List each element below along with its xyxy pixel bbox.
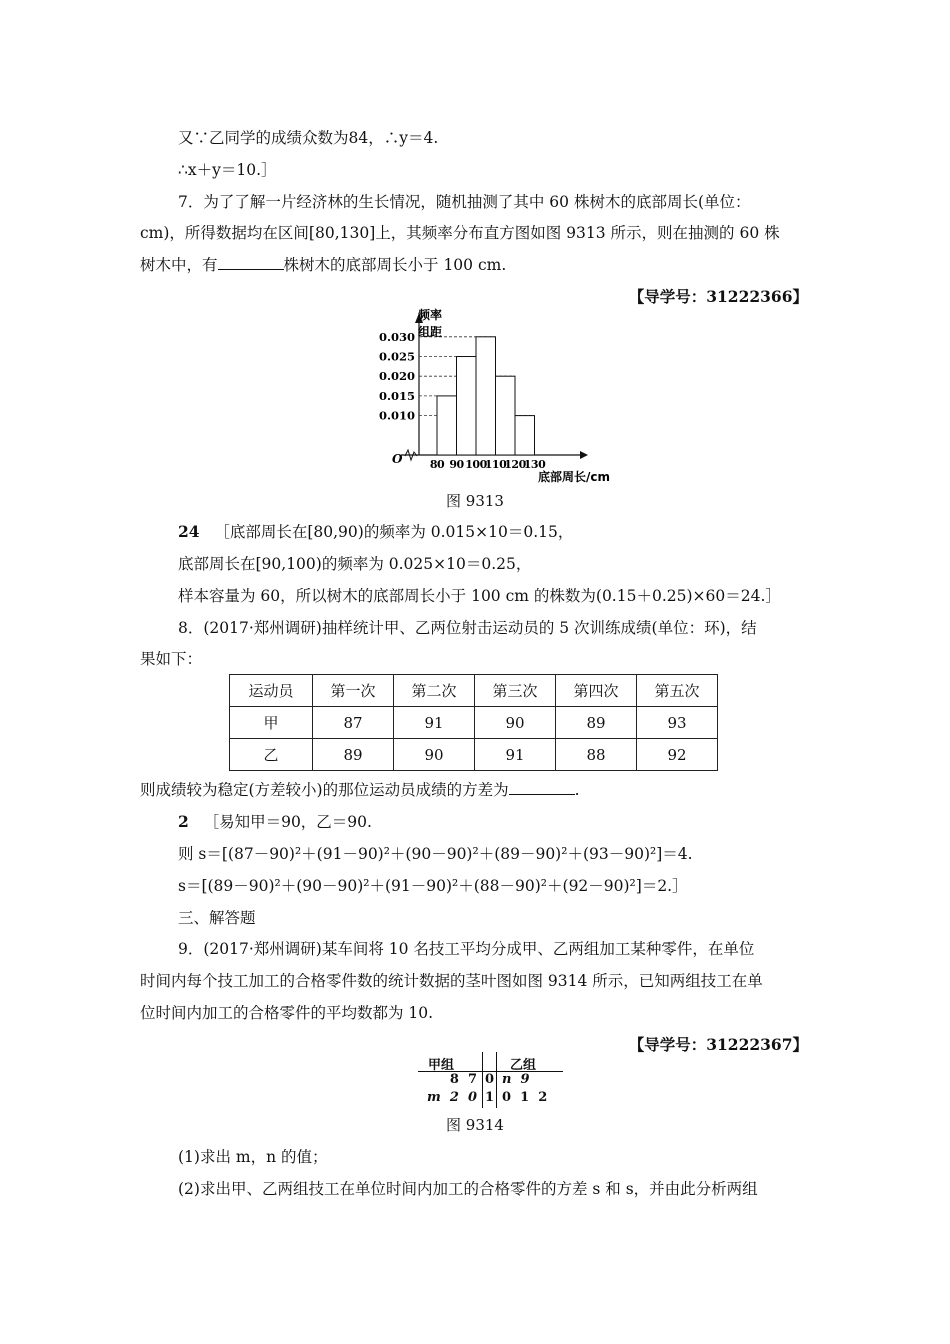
table-header-cell: 第四次: [556, 675, 637, 707]
x-tick-label: 100: [465, 458, 487, 471]
stem-leaf-left-leaves: 8 7: [449, 1072, 477, 1087]
x-axis-arrow-icon: [580, 451, 588, 459]
answer-blank: [218, 255, 284, 270]
table-cell: 91: [475, 739, 556, 771]
answer-number: 2: [178, 812, 189, 831]
score-table: [229, 674, 718, 771]
stem-leaf-plot: [418, 1052, 563, 1110]
stem-leaf-right-leaves: 0 1 2: [502, 1090, 548, 1105]
table-cell: 甲: [230, 707, 313, 739]
text-line: 又∵乙同学的成绩众数为84，∴y＝4.: [178, 129, 439, 147]
text-part: .: [574, 781, 580, 799]
y-tick-label: 0.015: [378, 388, 415, 403]
x-tick-label: 110: [484, 458, 507, 471]
divider: [482, 1052, 483, 1108]
table-cell: 88: [556, 739, 637, 771]
table-cell: 乙: [230, 739, 313, 771]
stem-leaf-stem: 1: [485, 1090, 495, 1105]
table-header-cell: 第五次: [637, 675, 718, 707]
stem-leaf-right-header: 乙组: [510, 1058, 537, 1073]
x-tick-label: 130: [523, 458, 546, 471]
text-line: cm)，所得数据均在区间[80,130]上，其频率分布直方图如图 9313 所示，则在抽测的 60 株: [140, 224, 780, 242]
divider: [496, 1052, 497, 1108]
text-line: ∴x＋y＝10.］: [178, 161, 277, 179]
text-line: 底部周长在[90,100)的频率为 0.025×10＝0.25，: [178, 555, 532, 573]
text-line: 时间内每个技工加工的合格零件数的统计数据的茎叶图如图 9314 所示，已知两组技工在单: [140, 972, 763, 990]
text-part: 株树木的底部周长小于 100 cm.: [283, 256, 507, 274]
table-row: [230, 707, 718, 739]
x-tick-label: 90: [449, 458, 464, 471]
histogram-chart: [360, 305, 630, 485]
table-cell: 91: [394, 707, 475, 739]
text-line: 则 s＝[(87－90)²＋(91－90)²＋(90－90)²＋(89－90)²＋(93－90)²]＝4.: [178, 845, 693, 863]
table-cell: 92: [637, 739, 718, 771]
answer-7: [178, 521, 573, 543]
y-tick-label: 0.010: [378, 408, 415, 423]
chart-xlabel: 底部周长/cm: [538, 470, 611, 484]
question-8: 8．(2017·郑州调研)抽样统计甲、乙两位射击运动员的 5 次训练成绩(单位：环)，结: [178, 619, 757, 637]
table-row: [230, 739, 718, 771]
text-part: 则成绩较为稳定(方差较小)的那位运动员成绩的方差为: [140, 781, 509, 799]
stem-leaf-left-header: 甲组: [428, 1058, 455, 1073]
y-tick-label: 0.020: [378, 369, 415, 384]
table-cell: 90: [394, 739, 475, 771]
figure-caption: 图 9314: [446, 1116, 504, 1134]
text-part: ［易知甲＝90，乙＝90.: [203, 813, 372, 831]
question-9-part-1: (1)求出 m，n 的值；: [178, 1148, 328, 1166]
text-line: 样本容量为 60，所以树木的底部周长小于 100 cm 的株数为(0.15＋0.25)×60＝24.］: [178, 587, 781, 605]
x-tick-label: 80: [429, 458, 445, 471]
text-line: 果如下：: [140, 650, 203, 668]
answer-8: [178, 811, 372, 833]
stem-leaf-right-leaves: n 9: [502, 1072, 530, 1087]
chart-ylabel-bottom: 组距: [418, 325, 443, 339]
histogram-bar: [515, 416, 535, 455]
question-9: 9．(2017·郑州调研)某车间将 10 名技工平均分成甲、乙两组加工某种零件，在单位: [178, 940, 755, 958]
y-tick-label: 0.025: [378, 349, 415, 364]
answer-number: 24: [178, 522, 200, 541]
guide-number: 【导学号：31222367】: [628, 1035, 808, 1054]
section-heading: 三、解答题: [178, 909, 256, 927]
chart-ylabel-top: 频率: [418, 308, 443, 322]
x-tick-label: 120: [504, 458, 526, 471]
table-cell: 87: [313, 707, 394, 739]
stem-leaf-left-leaves: m 2 0: [427, 1090, 477, 1105]
histogram-bar: [457, 357, 477, 455]
text-line: 位时间内加工的合格零件的平均数都为 10.: [140, 1004, 434, 1022]
text-line: s＝[(89－90)²＋(90－90)²＋(91－90)²＋(88－90)²＋(92－90)²]＝2.］: [178, 877, 688, 895]
histogram-bar: [476, 337, 496, 455]
table-cell: 89: [556, 707, 637, 739]
table-header-cell: 第三次: [475, 675, 556, 707]
text-line: [140, 254, 506, 276]
table-header-row: [230, 675, 718, 707]
histogram-bar: [496, 376, 516, 455]
figure-caption: 图 9313: [446, 492, 504, 510]
guide-number: 【导学号：31222366】: [628, 287, 808, 306]
table-cell: 93: [637, 707, 718, 739]
question-7: 7．为了了解一片经济林的生长情况，随机抽测了其中 60 株树木的底部周长(单位：: [178, 193, 751, 211]
question-9-part-2: (2)求出甲、乙两组技工在单位时间内加工的合格零件的方差 s 和 s，并由此分析两组: [178, 1180, 758, 1198]
table-header-cell: 第一次: [313, 675, 394, 707]
stem-leaf-stem: 0: [485, 1072, 495, 1087]
answer-blank: [509, 780, 575, 795]
table-header-cell: 第二次: [394, 675, 475, 707]
table-header-cell: 运动员: [230, 675, 313, 707]
text-line: [140, 779, 580, 801]
histogram-bar: [437, 396, 457, 455]
table-cell: 89: [313, 739, 394, 771]
text-part: ［底部周长在[80,90)的频率为 0.015×10＝0.15，: [214, 523, 574, 541]
histogram-plot: [379, 313, 588, 471]
y-tick-label: 0.030: [378, 329, 415, 344]
table-cell: 90: [475, 707, 556, 739]
chart-origin: O: [392, 452, 403, 466]
text-part: 树木中，有: [140, 256, 218, 274]
